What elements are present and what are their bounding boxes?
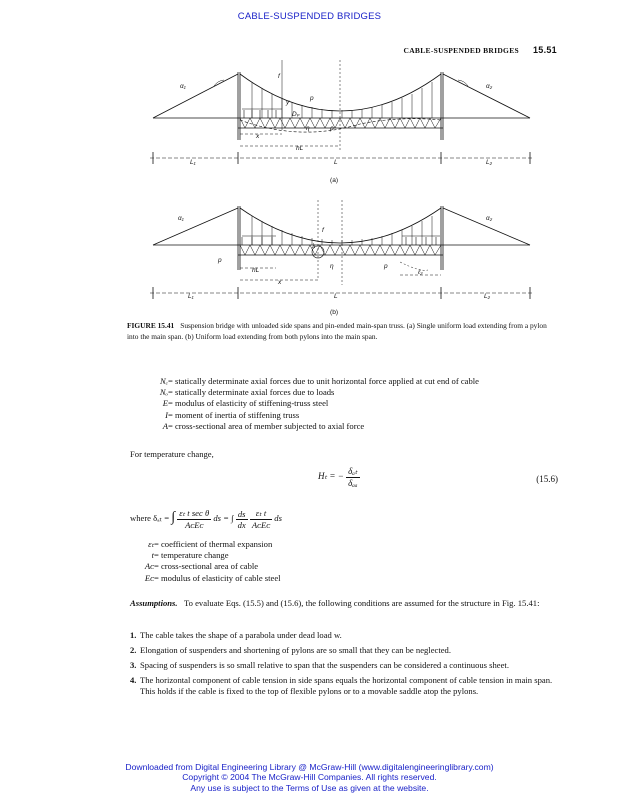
footer-copyright: Copyright © 2004 The McGraw-Hill Companies. All rights reserved. <box>182 772 437 783</box>
label-b-alpha1: α₁ <box>178 215 184 222</box>
label-a-dp: Dₚ <box>292 111 300 118</box>
definition-symbol: I <box>165 409 168 420</box>
label-a-f: f <box>278 73 280 80</box>
figure-caption <box>127 321 552 342</box>
label-a-hl: hL <box>296 145 304 152</box>
integral-symbol: ∫ <box>171 509 176 525</box>
definition-row <box>130 573 281 584</box>
footer-terms-link[interactable]: Any use is subject to the Terms of Use as given at the website. <box>190 782 429 793</box>
definition-text: = temperature change <box>154 550 229 561</box>
frac1-denominator: AᴄEᴄ <box>185 520 204 530</box>
where-lead: where δₐₜ = <box>130 512 170 523</box>
definition-symbol: t <box>151 550 154 561</box>
label-a-y: y <box>286 99 290 106</box>
definition-row <box>130 539 281 550</box>
where-equation <box>130 508 282 530</box>
definition-text: = statically determinate axial forces due to unit horizontal force applied at cut end of cable <box>168 376 479 386</box>
assumptions-text: To evaluate Eqs. (15.5) and (15.6), the following conditions are assumed for the structure in Fig. 15.41: <box>183 598 540 608</box>
list-item <box>130 660 558 671</box>
list-item-text: The cable takes the shape of a parabola under dead load w. <box>140 630 342 640</box>
list-item-number: 1. <box>130 630 137 640</box>
figure-caption-text: Suspension bridge with unloaded side spans and pin-ended main-span truss. (a) Single uniform load extending from a pylon into the main span. (b) Uniform load extending from both pylons into the main span. <box>127 321 547 341</box>
figure-15-41 <box>0 0 619 330</box>
label-b-alpha2: α₂ <box>486 215 493 222</box>
list-item <box>130 675 558 698</box>
list-item-number: 2. <box>130 645 137 655</box>
definition-row <box>130 387 479 398</box>
definition-symbol: E <box>162 398 168 409</box>
definition-row <box>130 398 479 409</box>
definition-symbol: Nₒ <box>159 387 168 398</box>
list-item-number: 3. <box>130 660 137 670</box>
label-b-ell: ℓ₂ <box>418 269 423 276</box>
assumptions-list <box>130 630 558 701</box>
label-a-p: p <box>310 95 314 102</box>
assumptions-heading: Assumptions. <box>130 598 178 608</box>
list-item-text: Elongation of suspenders and shortening of pylons are so small that they can be neglected. <box>140 645 451 655</box>
definition-text: = cross-sectional area of member subjected to axial force <box>168 420 365 431</box>
label-b-p: p <box>218 257 222 264</box>
list-item-text: The horizontal component of cable tension in side spans equals the horizontal component of cable tension in main span. This holds if the cable is fixed to the top of flexible pylons or to a movable saddle atop the pylons. <box>140 675 553 697</box>
label-b-p2: p <box>384 263 388 270</box>
definition-text: = statically determinate axial forces due to loads <box>168 387 335 398</box>
definition-text: = cross-sectional area of cable <box>154 561 259 572</box>
definition-symbol: A <box>162 420 168 431</box>
definition-text: = modulus of elasticity of stiffening-truss steel <box>168 398 329 409</box>
definition-text: = modulus of elasticity of cable steel <box>154 572 281 583</box>
definition-symbol: Eᴄ <box>144 572 154 583</box>
label-b-l: L <box>334 293 338 300</box>
label-a-l2: L₂ <box>486 159 493 166</box>
label-b-x: x <box>278 279 282 286</box>
equation-15-6 <box>318 466 360 488</box>
footer-download-link[interactable]: Downloaded from Digital Engineering Library @ McGraw-Hill (www.digitalengineeringlibrary.com) <box>125 762 494 772</box>
list-item <box>130 645 558 656</box>
equation-lhs: Hₜ = − <box>318 471 344 482</box>
definition-symbol: εₜ <box>148 539 154 549</box>
definition-row <box>130 421 479 432</box>
figure-panel-b-drawing <box>150 200 532 299</box>
label-a-x: x <box>256 133 260 140</box>
equation-denominator: δₐₐ <box>348 478 358 488</box>
definition-row <box>130 376 479 387</box>
label-a-l1: L₁ <box>190 159 196 166</box>
assumptions-paragraph <box>130 597 558 609</box>
where-tail: ds <box>274 512 282 523</box>
panel-a-label: (a) <box>330 177 339 184</box>
label-b-eta: η <box>330 263 334 270</box>
definition-text: = moment of inertia of stiffening truss <box>168 409 300 420</box>
label-b-l1: L₁ <box>188 293 194 300</box>
label-a-l: L <box>334 159 338 166</box>
definition-row <box>130 550 281 561</box>
label-a-alpha2: α₂ <box>486 83 493 90</box>
label-b-hl: hL <box>252 267 260 274</box>
definition-row <box>130 561 281 572</box>
definition-symbol: Aᴄ <box>144 561 154 572</box>
list-item-number: 4. <box>130 675 137 685</box>
frac2-denominator: dx <box>237 519 246 530</box>
where-mid: ds = ∫ <box>213 512 234 523</box>
label-b-l2: L₂ <box>484 293 491 300</box>
panel-b-label: (b) <box>330 309 339 316</box>
list-item <box>130 630 558 641</box>
label-b-f: f <box>322 227 324 234</box>
temperature-intro: For temperature change, <box>130 449 214 459</box>
list-item-text: Spacing of suspenders is so small relative to span that the suspenders can be considered a continuous sheet. <box>140 660 509 670</box>
equation-numerator: δₐₜ <box>348 466 358 476</box>
label-a-eta: η <box>306 125 310 132</box>
download-footer <box>0 762 619 793</box>
frac3-numerator: εₜ t <box>250 508 272 520</box>
frac1-numerator: εₜ t sec θ <box>179 508 210 518</box>
definition-text: = coefficient of thermal expansion <box>154 539 273 549</box>
definition-row <box>130 410 479 421</box>
label-b-lambda: λ <box>312 243 316 250</box>
frac3-denominator: AᴄEᴄ <box>251 520 271 530</box>
page-number: 15.51 <box>532 45 557 55</box>
label-a-alpha1: α₁ <box>180 83 186 90</box>
source-banner: CABLE-SUSPENDED BRIDGES <box>237 11 382 22</box>
equation-number: (15.6) <box>536 474 558 484</box>
definition-symbol: Nₑ <box>160 376 168 386</box>
figure-caption-label: FIGURE 15.41 <box>127 321 175 330</box>
frac2-numerator: ds <box>236 509 248 520</box>
running-head-title: CABLE-SUSPENDED BRIDGES <box>403 46 519 55</box>
label-a-rho: ρ <box>330 125 334 132</box>
definitions-list <box>130 376 479 432</box>
definitions-list-2 <box>130 539 281 584</box>
figure-panel-a-drawing <box>150 60 532 164</box>
